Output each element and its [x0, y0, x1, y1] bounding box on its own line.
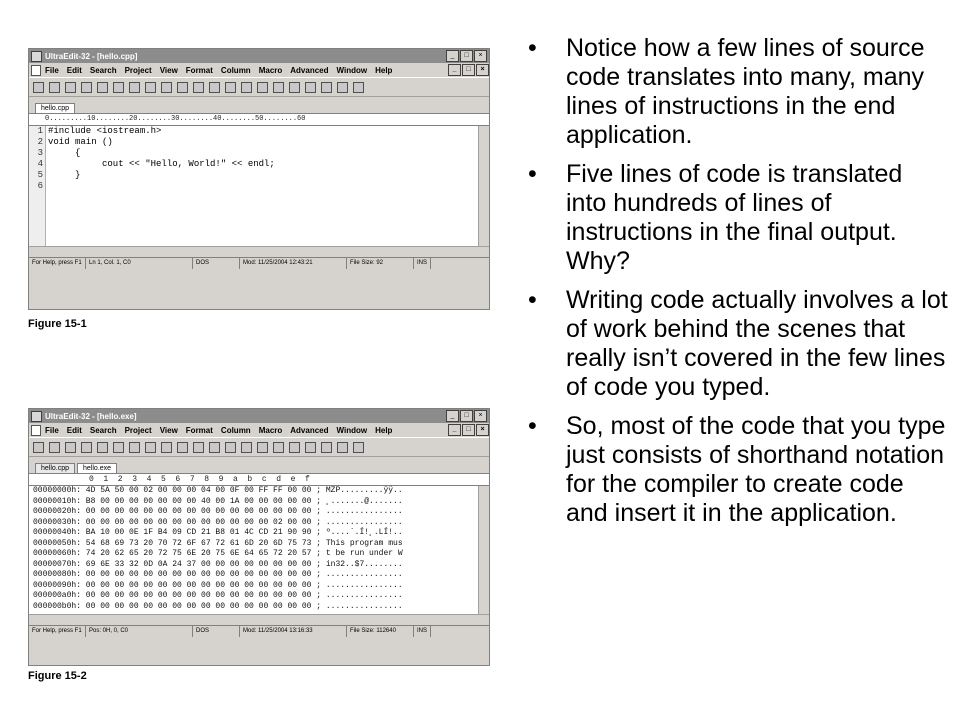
figure2-caption: Figure 15-2: [28, 670, 87, 682]
open-file-icon[interactable]: [49, 82, 60, 93]
horizontal-scrollbar[interactable]: [29, 246, 489, 257]
status-position: Pos: 0H, 0, C0: [86, 626, 193, 637]
document-icon: [31, 65, 41, 76]
menu-search[interactable]: Search: [89, 65, 117, 75]
menu-project[interactable]: Project: [124, 425, 152, 435]
status-modified: Mod: 11/25/2004 12:43:21: [240, 258, 347, 269]
app-icon: [31, 51, 42, 62]
menu-file[interactable]: File: [45, 65, 59, 75]
hex-row[interactable]: 00000070h: 69 6E 33 32 0D 0A 24 37 00 00 00 00 00 00 00 00 ; in32..$7........: [33, 559, 403, 569]
print-preview-icon[interactable]: [337, 442, 348, 453]
menu-help[interactable]: Help: [375, 65, 393, 75]
hex-row[interactable]: 00000030h: 00 00 00 00 00 00 00 00 00 00 00 00 00 02 00 00 ; ................: [33, 517, 403, 527]
save-icon[interactable]: [65, 82, 76, 93]
paste-icon[interactable]: [129, 82, 140, 93]
bullet-item: [528, 412, 948, 528]
figure2-tabbar: [29, 457, 489, 474]
new-file-icon[interactable]: [33, 82, 44, 93]
figure1-window: [28, 48, 490, 310]
tab-hello-cpp[interactable]: hello.cpp: [35, 103, 75, 113]
hex-editor[interactable]: [29, 486, 489, 614]
status-format: DOS: [193, 626, 240, 637]
bullet-icon: •: [528, 34, 537, 62]
lowercase-icon[interactable]: [289, 442, 300, 453]
status-format: DOS: [193, 258, 240, 269]
help-icon[interactable]: [353, 442, 364, 453]
mac-icon[interactable]: [257, 82, 268, 93]
mac-icon[interactable]: [257, 442, 268, 453]
minimize-button[interactable]: _: [446, 50, 459, 62]
find-icon[interactable]: [177, 442, 188, 453]
menu-column[interactable]: Column: [220, 425, 251, 435]
menu-edit[interactable]: Edit: [66, 65, 82, 75]
help-icon[interactable]: [353, 82, 364, 93]
bullet-text: Five lines of code is translated into hundreds of lines of instructions in the final output. Why?: [566, 160, 903, 275]
open-file-icon[interactable]: [49, 442, 60, 453]
code-line[interactable]: void main (): [48, 137, 113, 147]
copy-icon[interactable]: [113, 82, 124, 93]
hex-row[interactable]: 00000010h: B8 00 00 00 00 00 00 00 40 00 1A 00 00 00 00 00 ; ¸.......@.......: [33, 496, 403, 506]
hex-row[interactable]: 00000090h: 00 00 00 00 00 00 00 00 00 00 00 00 00 00 00 00 ; ................: [33, 580, 403, 590]
status-help: For Help, press F1: [29, 626, 86, 637]
browser-icon[interactable]: [305, 82, 316, 93]
figure2-menubar: [29, 423, 489, 437]
copy-icon[interactable]: [113, 442, 124, 453]
hex-row[interactable]: 00000080h: 00 00 00 00 00 00 00 00 00 00 00 00 00 00 00 00 ; ................: [33, 570, 403, 579]
hex-row[interactable]: 00000020h: 00 00 00 00 00 00 00 00 00 00 00 00 00 00 00 00 ; ................: [33, 507, 403, 516]
menu-window[interactable]: Window: [336, 65, 368, 75]
status-filesize: File Size: 112640: [347, 626, 414, 637]
menu-format[interactable]: Format: [185, 425, 213, 435]
undo-icon[interactable]: [145, 82, 156, 93]
menu-edit[interactable]: Edit: [66, 425, 82, 435]
line-number: 6: [37, 181, 43, 191]
bullet-text: Writing code actually involves a lot of work behind the scenes that really isn’t covered in the few lines of code you typed.: [566, 286, 948, 401]
hex-row[interactable]: 00000040h: BA 10 00 0E 1F B4 09 CD 21 B8 01 4C CD 21 90 90 ; º....´.Í!¸.LÍ!..: [33, 528, 403, 537]
redo-icon[interactable]: [161, 82, 172, 93]
save-all-icon[interactable]: [81, 82, 92, 93]
status-insert: INS: [414, 258, 431, 269]
menu-format[interactable]: Format: [185, 65, 213, 75]
document-icon: [31, 425, 41, 436]
dos-unix-icon[interactable]: [241, 82, 252, 93]
browser-icon[interactable]: [305, 442, 316, 453]
uppercase-icon[interactable]: [273, 82, 284, 93]
figure1-caption: Figure 15-1: [28, 318, 87, 330]
word-wrap-icon[interactable]: [225, 442, 236, 453]
maximize-button[interactable]: □: [460, 50, 473, 62]
menu-macro[interactable]: Macro: [258, 425, 283, 435]
tab-hello-cpp[interactable]: hello.cpp: [35, 463, 75, 473]
figure1-titlebar: [29, 49, 489, 63]
figure2-titlebar: [29, 409, 489, 423]
doc-close-button[interactable]: ×: [476, 424, 489, 436]
figure1-tabbar: [29, 97, 489, 114]
undo-icon[interactable]: [145, 442, 156, 453]
doc-close-button[interactable]: ×: [476, 64, 489, 76]
figure2-title: UltraEdit-32 - [hello.exe]: [45, 411, 137, 421]
redo-icon[interactable]: [161, 442, 172, 453]
word-wrap-icon[interactable]: [225, 82, 236, 93]
line-number: 3: [37, 148, 43, 158]
maximize-button[interactable]: □: [460, 410, 473, 422]
minimize-button[interactable]: _: [446, 410, 459, 422]
doc-restore-button[interactable]: □: [462, 64, 475, 76]
menu-macro[interactable]: Macro: [258, 65, 283, 75]
lowercase-icon[interactable]: [289, 82, 300, 93]
menu-advanced[interactable]: Advanced: [290, 65, 329, 75]
doc-minimize-button[interactable]: _: [448, 424, 461, 436]
bullet-icon: •: [528, 412, 537, 440]
menu-file[interactable]: File: [45, 425, 59, 435]
hex-mode-icon[interactable]: [209, 442, 220, 453]
menu-help[interactable]: Help: [375, 425, 393, 435]
code-line[interactable]: {: [48, 148, 81, 158]
code-text[interactable]: [46, 126, 489, 246]
replace-icon[interactable]: [193, 82, 204, 93]
figure2-statusbar: [29, 625, 489, 637]
hex-row[interactable]: 00000050h: 54 68 69 73 20 70 72 6F 67 72 61 6D 20 6D 75 73 ; This program mus: [33, 538, 403, 548]
print-icon[interactable]: [321, 442, 332, 453]
bullet-icon: •: [528, 286, 537, 314]
menu-view[interactable]: View: [159, 65, 178, 75]
save-icon[interactable]: [65, 442, 76, 453]
tab-hello-exe[interactable]: hello.exe: [77, 463, 117, 473]
figure1-toolbar: [29, 77, 489, 97]
find-icon[interactable]: [177, 82, 188, 93]
figure2-window: [28, 408, 490, 666]
menu-window[interactable]: Window: [336, 425, 368, 435]
doc-minimize-button[interactable]: _: [448, 64, 461, 76]
code-line[interactable]: #include <iostream.h>: [48, 126, 162, 136]
menu-search[interactable]: Search: [89, 425, 117, 435]
status-modified: Mod: 11/25/2004 13:16:33: [240, 626, 347, 637]
figure1-menubar: [29, 63, 489, 77]
bullet-item: [528, 160, 948, 276]
bullet-text: So, most of the code that you type just consists of shorthand notation for the compiler to create code and insert it in the application.: [566, 412, 946, 527]
column-ruler: 0.........10........20........30........40........50........60: [29, 114, 489, 126]
app-icon: [31, 411, 42, 422]
figure2-toolbar: [29, 437, 489, 457]
bullet-icon: •: [528, 160, 537, 188]
hex-row[interactable]: 00000060h: 74 20 62 65 20 72 75 6E 20 75 6E 64 65 72 20 57 ; t be run under W: [33, 549, 403, 558]
code-line[interactable]: cout << "Hello, World!" << endl;: [48, 159, 275, 169]
doc-restore-button[interactable]: □: [462, 424, 475, 436]
code-editor[interactable]: [29, 126, 489, 246]
dos-unix-icon[interactable]: [241, 442, 252, 453]
hex-column-header: 0 1 2 3 4 5 6 7 8 9 a b c d e f: [29, 474, 489, 486]
bullet-item: [528, 34, 948, 150]
status-position: Ln 1, Col. 1, C0: [86, 258, 193, 269]
new-file-icon[interactable]: [33, 442, 44, 453]
bullet-text: Notice how a few lines of source code translates into many, many lines of instructions in the end application.: [566, 34, 925, 149]
close-button[interactable]: ×: [474, 410, 487, 422]
status-filesize: File Size: 92: [347, 258, 414, 269]
replace-icon[interactable]: [193, 442, 204, 453]
uppercase-icon[interactable]: [273, 442, 284, 453]
print-preview-icon[interactable]: [337, 82, 348, 93]
vertical-scrollbar[interactable]: [478, 126, 489, 246]
menu-column[interactable]: Column: [220, 65, 251, 75]
line-number-gutter: [29, 126, 46, 246]
hex-row[interactable]: 000000b0h: 00 00 00 00 00 00 00 00 00 00 00 00 00 00 00 00 ; ................: [33, 601, 403, 611]
menu-advanced[interactable]: Advanced: [290, 425, 329, 435]
figure1-statusbar: [29, 257, 489, 269]
line-number: 4: [37, 159, 43, 169]
hex-mode-icon[interactable]: [209, 82, 220, 93]
hex-row[interactable]: 000000a0h: 00 00 00 00 00 00 00 00 00 00 00 00 00 00 00 00 ; ................: [33, 591, 403, 600]
bullet-item: [528, 286, 948, 402]
status-help: For Help, press F1: [29, 258, 86, 269]
line-number: 2: [37, 137, 43, 147]
horizontal-scrollbar[interactable]: [29, 614, 489, 625]
line-number: 5: [37, 170, 43, 180]
hex-row[interactable]: 00000000h: 4D 5A 50 00 02 00 00 00 04 00 0F 00 FF FF 00 00 ; MZP.........ÿÿ..: [33, 486, 403, 495]
vertical-scrollbar[interactable]: [478, 486, 489, 614]
code-line[interactable]: [48, 181, 489, 192]
menu-view[interactable]: View: [159, 425, 178, 435]
close-button[interactable]: ×: [474, 50, 487, 62]
save-all-icon[interactable]: [81, 442, 92, 453]
print-icon[interactable]: [321, 82, 332, 93]
menu-project[interactable]: Project: [124, 65, 152, 75]
line-number: 1: [37, 126, 43, 136]
figure1-title: UltraEdit-32 - [hello.cpp]: [45, 51, 138, 61]
status-insert: INS: [414, 626, 431, 637]
bullet-list: [528, 34, 948, 538]
cut-icon[interactable]: [97, 442, 108, 453]
cut-icon[interactable]: [97, 82, 108, 93]
code-line[interactable]: }: [48, 170, 81, 180]
paste-icon[interactable]: [129, 442, 140, 453]
